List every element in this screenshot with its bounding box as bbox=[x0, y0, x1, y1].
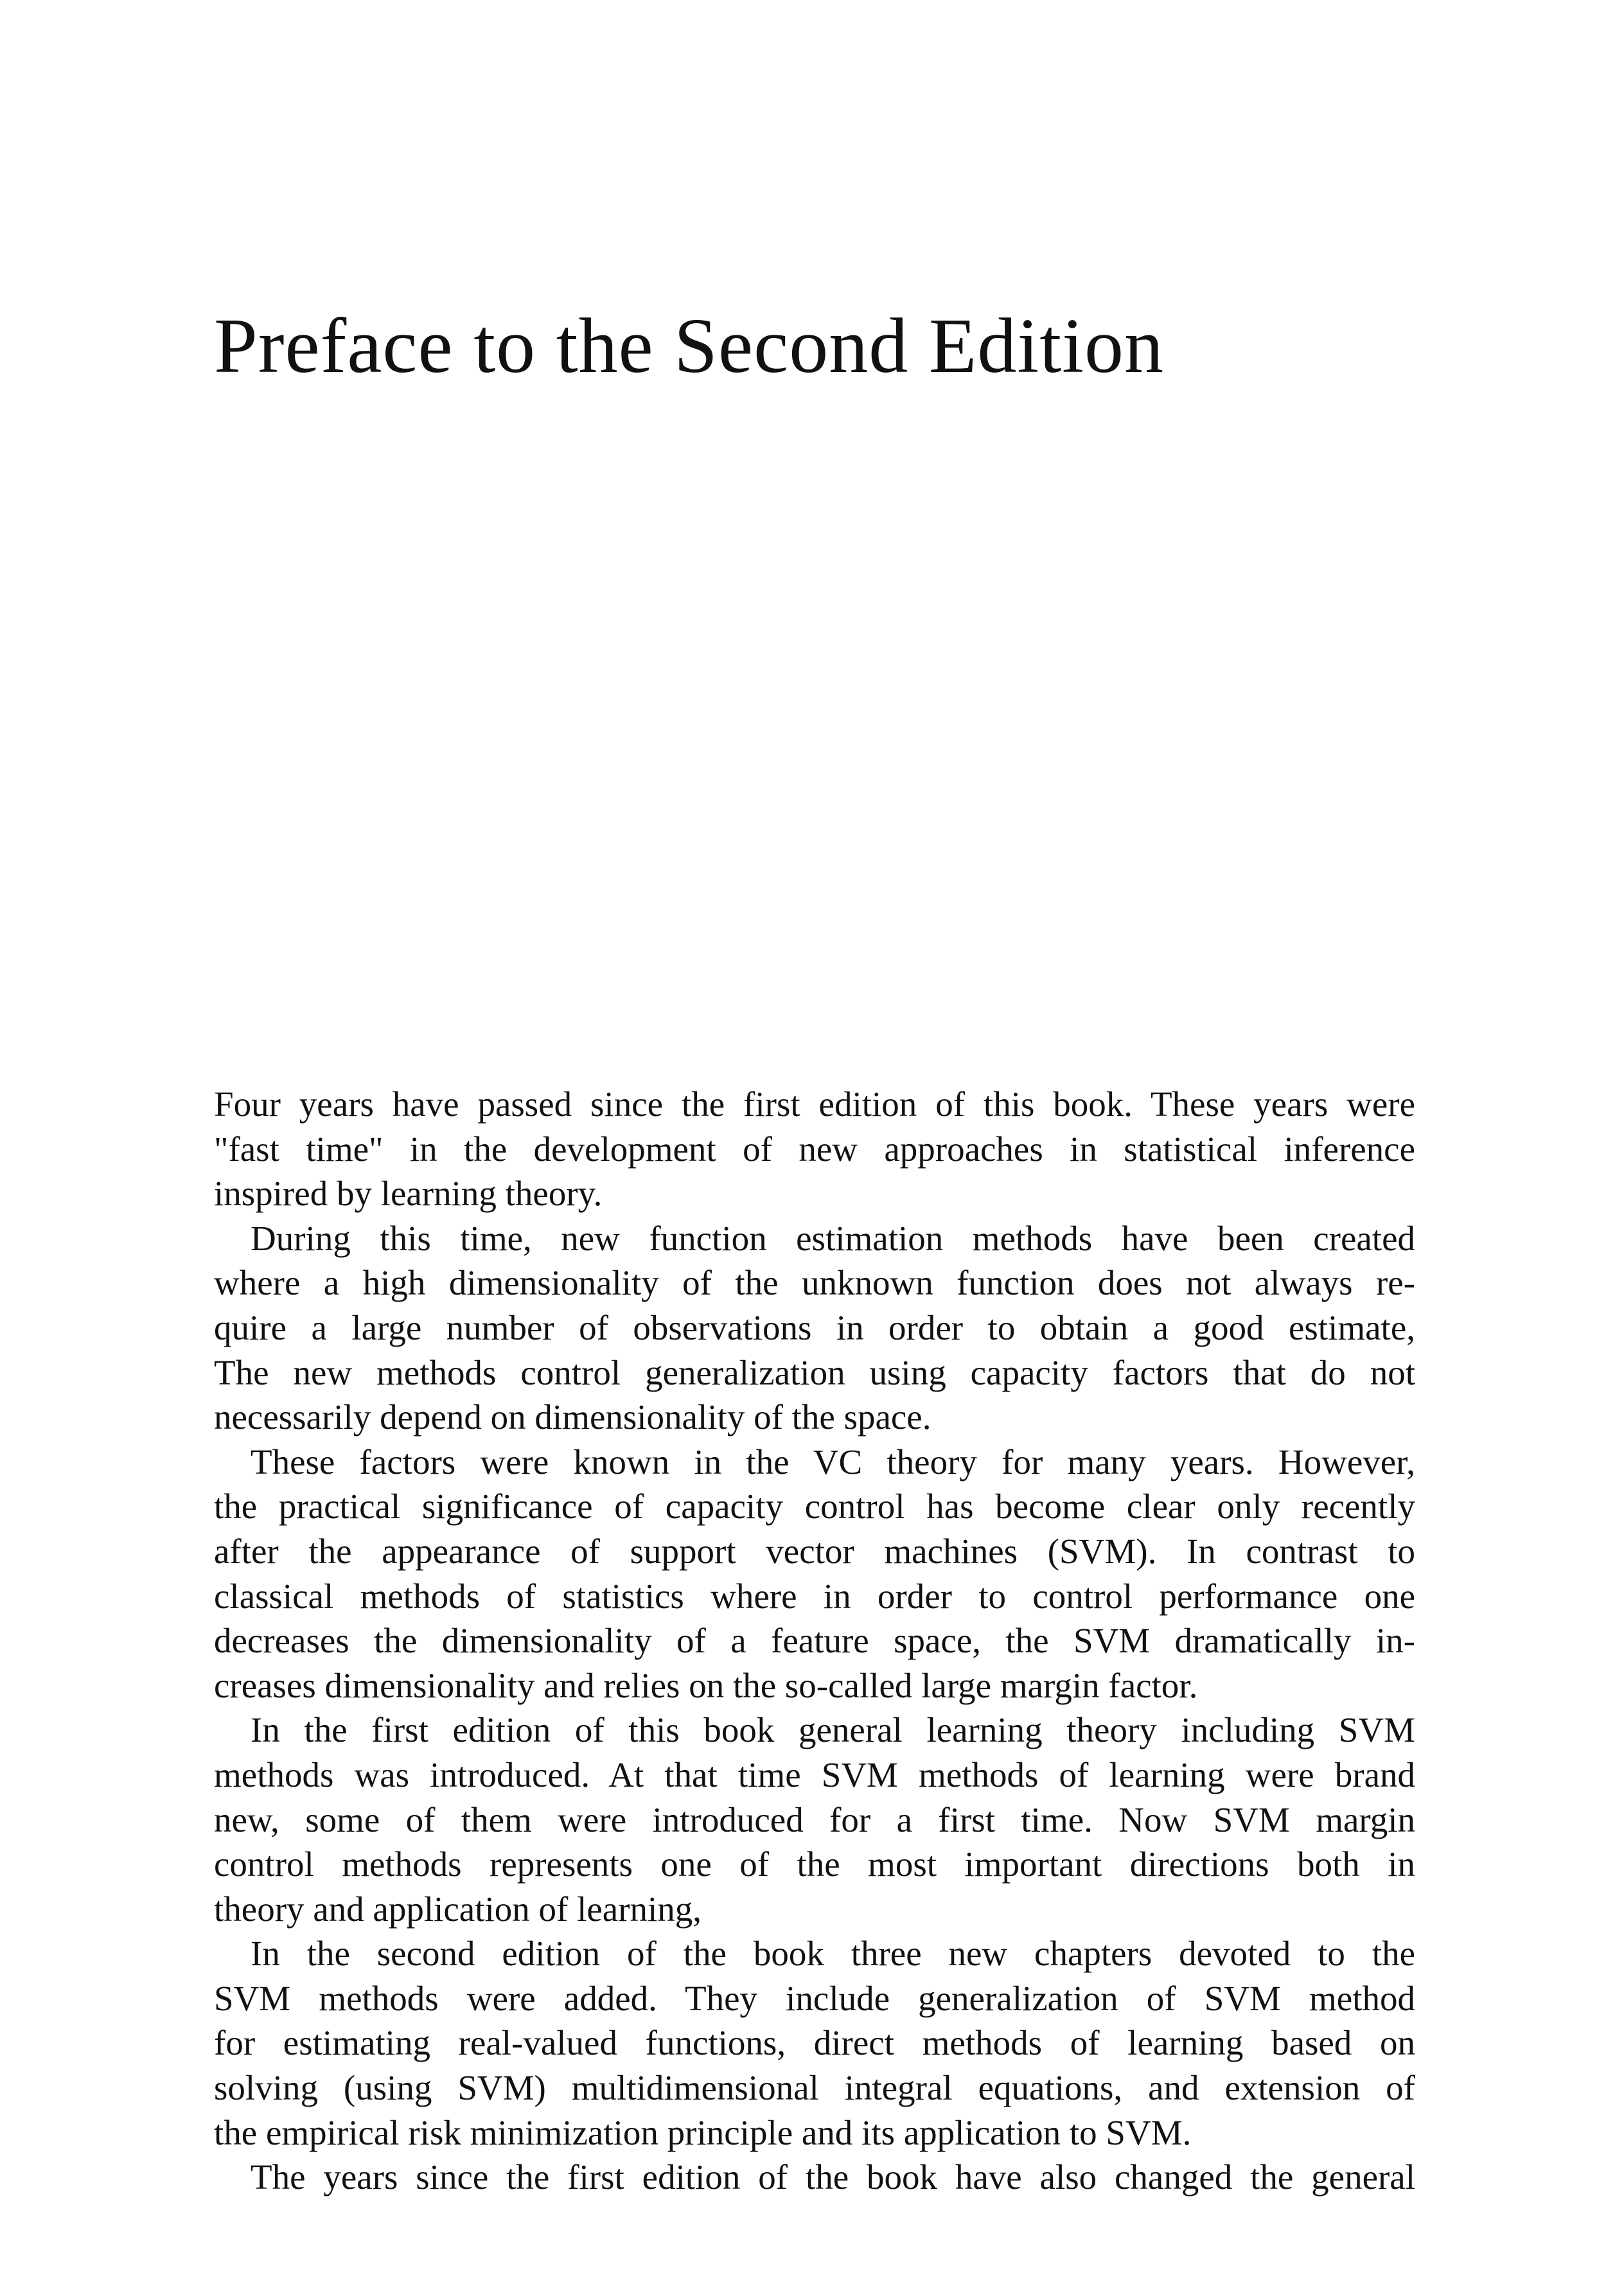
text-line: after the appearance of support vector machines (SVM). In contrast to bbox=[214, 1531, 1415, 1571]
text-line: the practical significance of capacity control has become clear only recently bbox=[214, 1487, 1415, 1526]
text-line: These factors were known in the VC theory for many years. However, bbox=[251, 1442, 1415, 1481]
text-line: SVM methods were added. They include generalization of SVM method bbox=[214, 1978, 1415, 2018]
text-line: Four years have passed since the first edition of this book. These years were bbox=[214, 1084, 1415, 1124]
text-line: The new methods control generalization using capacity factors that do not bbox=[214, 1352, 1415, 1392]
text-line: The years since the first edition of the book have also changed the general bbox=[251, 2157, 1415, 2197]
text-line: During this time, new function estimation methods have been created bbox=[251, 1218, 1415, 1258]
text-line: classical methods of statistics where in order to control performance one bbox=[214, 1576, 1415, 1616]
text-line: where a high dimensionality of the unknown function does not always re- bbox=[214, 1263, 1415, 1303]
text-line: decreases the dimensionality of a feature space, the SVM dramatically in- bbox=[214, 1621, 1415, 1661]
text-line: the empirical risk minimization principle and its application to SVM. bbox=[214, 2112, 1192, 2152]
text-line: solving (using SVM) multidimensional integral equations, and extension of bbox=[214, 2068, 1415, 2108]
text-line: inspired by learning theory. bbox=[214, 1174, 603, 1214]
text-line: quire a large number of observations in order to obtain a good estimate, bbox=[214, 1307, 1415, 1347]
page-title: Preface to the Second Edition bbox=[214, 303, 1165, 389]
text-line: theory and application of learning, bbox=[214, 1889, 702, 1929]
text-line: creases dimensionality and relies on the so-called large margin factor. bbox=[214, 1665, 1198, 1705]
text-line: for estimating real-valued functions, direct methods of learning based on bbox=[214, 2023, 1415, 2063]
text-line: control methods represents one of the most important directions both in bbox=[214, 1844, 1415, 1884]
text-line: "fast time" in the development of new approaches in statistical inference bbox=[214, 1129, 1415, 1169]
text-line: In the first edition of this book general learning theory including SVM bbox=[251, 1710, 1415, 1750]
preface-body bbox=[214, 1082, 1415, 2200]
text-line: methods was introduced. At that time SVM methods of learning were brand bbox=[214, 1755, 1415, 1794]
text-line: necessarily depend on dimensionality of the space. bbox=[214, 1397, 931, 1437]
text-line: new, some of them were introduced for a first time. Now SVM margin bbox=[214, 1800, 1415, 1839]
text-line: In the second edition of the book three new chapters devoted to the bbox=[251, 1934, 1415, 1974]
